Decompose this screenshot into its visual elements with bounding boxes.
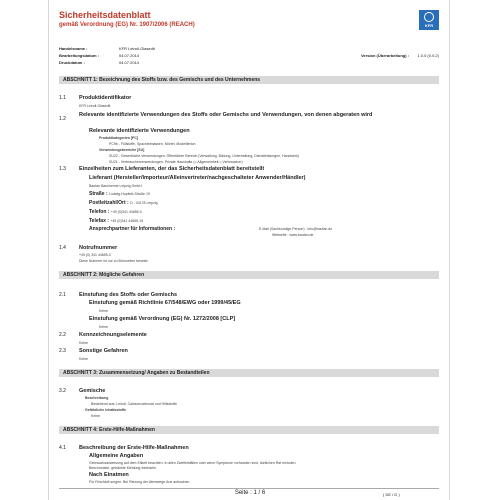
meta-value: KFR Leindl-Glasedit (119, 46, 155, 51)
item-heading: Gemische (79, 388, 106, 394)
company-logo (419, 10, 439, 30)
meta-version-key: Version (Überarbeitung) : (360, 53, 409, 58)
meta-row (59, 45, 439, 52)
item-number: 1.3 (59, 166, 66, 172)
item-number: 1.2 (59, 116, 66, 122)
item-number: 1.1 (59, 95, 66, 101)
section-4-header: ABSCHNITT 4: Erste-Hilfe-Maßnahmen (59, 426, 439, 434)
item-number: 2.3 (59, 348, 66, 354)
meta-row (59, 59, 439, 66)
section-3-header: ABSCHNITT 3: Zusammensetzung/ Angaben zu Bestandteilen (59, 369, 439, 377)
contact-website: Webseite : www.baufan.de (272, 233, 314, 237)
item-heading: Kennzeichnungselemente (79, 332, 147, 338)
footer-rule (59, 488, 439, 489)
meta-key: Bearbeitungsdatum : (59, 53, 100, 58)
item-heading: Einstufung des Stoffs oder Gemischs (79, 292, 178, 298)
item-heading: Notrufnummer (79, 245, 118, 251)
item-1-2 (59, 112, 439, 126)
item-heading: Produktidentifikator (79, 95, 132, 101)
item-number: 2.1 (59, 292, 66, 298)
item-heading: Beschreibung der Erste-Hilfe-Maßnahmen (79, 445, 189, 451)
document-page: Sicherheitsdatenblatt gemäß Verordnung (EG) Nr. 1907/2006 (REACH) KFR Handelsname : KFR Leindl-Glasedit Bearbeitungsdatum : 04.07.2014 Version (Überarbeitung) : 1.0.0 (0.0.2) Druckdatum : 04.07.2014 ABSCHNITT 1: Bezeichnung des Stoffs bzw. des Gemischs und des Unternehmens 1.1 Produktidentifikator KFR Leindl-Glasedit 1.2 Relevante identifizierte Verwendungen des Stoffs oder Gemischs und Verwendungen, von denen abgeraten wird Relevante identifizierte Verwendungen Produktkategorien [PC] PC9b - Füllstoffe, Spachtelmassen, Mörtel, Modellierton Verwendungsbereiche [SU] SU22 - Gewerbliche Verwendungen: Öffentlicher Bereich (Verwaltung, Bildung, Unterhaltung, Dienstleistungen, Handwerk) SU21 - Verbraucherverwendungen: Private Haushalte (= Allgemeinheit = Verbraucher) 1.3 Einzelheiten zum Lieferanten, der das Sicherheitsdatenblatt bereitstellt Lieferant (Hersteller/Importeur/Alleinvertreter/nachgeschalteter Anwender/Händler) Baufan Bauchemie Leipzig GmbH Straße : Ludwig-Hupfeld-Straße 19 Postleitzahl/Ort : D - 04178 Leipzig Telefon : +49 (0)341 44655-0 Telefax : +49 (0)341 44655-19 Ansprechpartner für Informationen : E-Mail (Sachkundige Person) : info@baufan.de Webseite : www.baufan.de 1.4 Notrufnummer +49 (0) 341 44655-0 Diese Nummer ist nur zu Bürozeiten besetzt. ABSCHNITT 2: Mögliche Gefahren 2.1 Einstufung des Stoffs oder Gemischs Einstufung gemäß Richtlinie 67/548/EWG oder 1999/45/EG Keine Einstufung gemäß Verordnung (EG) Nr. 1272/2008 [CLP] Keine 2.2 Kennzeichnungselemente Keine 2.3 Sonstige Gefahren Keine ABSCHNITT 3: Zusammensetzung/ Angaben zu Bestandteilen 3.2 Gemische Beschreibung Bestehend aus: Leindl, Calciumcarbonat und Hilfsstoffe Gefährliche Inhaltsstoffe Keine ABSCHNITT 4: Erste-Hilfe-Maßnahmen 4.1 Beschreibung der Erste-Hilfe-Maßnahmen Allgemeine Angaben Gebrauchsanweisung auf dem Etikett beachten. In allen Zweifelsfällen oder wenn Symptome vorhanden sind, ärztlichen Rat einholen. Beschmutzte, getränkte Kleidung wechseln. Nach Einatmen Für Frischluft sorgen. Bei Reizung der Atemwege Arzt aufsuchen. (48, 0, 450, 500)
item-number: 2.2 (59, 332, 66, 338)
logo-mark-icon (424, 12, 434, 22)
meta-key: Druckdatum : (59, 60, 85, 65)
item-heading: Sonstige Gefahren (79, 348, 128, 354)
meta-value: 04.07.2014 (119, 60, 140, 65)
meta-value: 04.07.2014 (119, 53, 140, 58)
item-number: 4.1 (59, 445, 66, 451)
meta-key: Handelsname : (59, 46, 88, 51)
item-number: 1.4 (59, 245, 66, 251)
logo-text: KFR (424, 23, 434, 28)
footer-locale: ( DE / D ) (383, 492, 400, 497)
document-header (59, 10, 439, 28)
item-heading: Relevante identifizierte Verwendungen des Stoffs oder Gemischs und Verwendungen, von denen abgeraten wird (79, 112, 373, 118)
meta-row (59, 52, 439, 59)
document-subtitle: gemäß Verordnung (EG) Nr. 1907/2006 (REACH) (59, 22, 195, 28)
section-1-header: ABSCHNITT 1: Bezeichnung des Stoffs bzw. des Gemischs und des Unternehmens (59, 76, 439, 84)
document-title: Sicherheitsdatenblatt (59, 10, 151, 20)
item-number: 3.2 (59, 388, 66, 394)
meta-table (59, 45, 439, 66)
meta-version-value: 1.0.0 (0.0.2) (417, 53, 439, 58)
item-heading: Einzelheiten zum Lieferanten, der das Sicherheitsdatenblatt bereitstellt (79, 166, 265, 172)
section-2-header: ABSCHNITT 2: Mögliche Gefahren (59, 271, 439, 279)
contact-email: E-Mail (Sachkundige Person) : info@baufan.de (259, 227, 333, 231)
page-number: Seite : 1 / 6 (234, 490, 266, 496)
